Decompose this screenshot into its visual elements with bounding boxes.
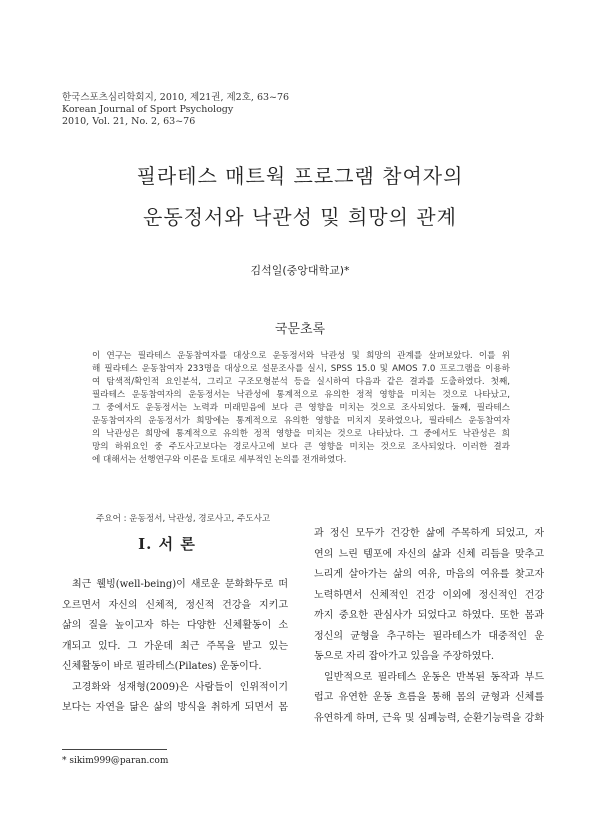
body-line: 럽고 유연한 운동 흐름을 통해 몸의 균형과 신체를 bbox=[314, 692, 544, 703]
body-line: 개되고 있다. 그 가운데 최근 주목을 받고 있는 bbox=[62, 640, 288, 652]
journal-line-volume: 2010, Vol. 21, No. 2, 63~76 bbox=[62, 116, 196, 127]
body-line: 연의 느린 템포에 자신의 삶과 신체 리듬을 맞추고 bbox=[314, 548, 544, 560]
body-line: 노력하면서 신체적인 건강 이외에 정신적인 건강 bbox=[314, 589, 544, 601]
abstract-line: 이 연구는 필라테스 운동참여자를 대상으로 운동정서와 낙관성 및 희망의 관계를 살펴보았다. 이를 위 bbox=[92, 351, 510, 361]
paper-title-line-1: 필라테스 매트웍 프로그램 참여자의 bbox=[136, 164, 464, 188]
keywords: 주요어 : 운동정서, 낙관성, 경로사고, 주도사고 bbox=[96, 514, 271, 524]
body-line: 고경화와 성재형(2009)은 사람들이 인위적이기 bbox=[72, 681, 288, 693]
author: 김석일(중앙대학교)* bbox=[250, 264, 350, 277]
right-column bbox=[314, 524, 544, 729]
abstract-body bbox=[92, 350, 510, 467]
footnote-divider bbox=[62, 749, 167, 750]
body-line: 삶의 질을 높이고자 하는 다양한 신체활동이 소 bbox=[62, 620, 288, 631]
body-line: 오르면서 자신의 신체적, 정신적 건강을 지키고 bbox=[62, 599, 288, 611]
body-line: 보다는 자연을 닮은 삶의 방식을 취하게 되면서 몸 bbox=[62, 702, 288, 713]
abstract-line: 운동참여자의 운동정서가 희망에는 통계적으로 유의한 영향을 미치지 못하였으나, 필라테스 운동참여자 bbox=[92, 416, 510, 426]
body-line: 일반적으로 필라테스 운동은 반복된 동작과 부드 bbox=[324, 671, 544, 683]
abstract-line: 그 중에서도 운동정서는 노력과 미래믿음에 보다 큰 영향을 미치는 것으로 조사되었다. 둘째, 필라테스 bbox=[92, 403, 510, 413]
body-line: 신체활동이 바로 필라테스(Pilates) 운동이다. bbox=[62, 661, 262, 672]
abstract-line: 필라테스 운동참여자의 운동정서는 낙관성에 통계적으로 유의한 정적 영향을 미치는 것으로 나타났고, bbox=[92, 390, 510, 400]
abstract-line: 해 필라테스 운동참여자 233명을 대상으로 설문조사를 실시, SPSS 15.0 및 AMOS 7.0 프로그램을 이용하 bbox=[92, 364, 510, 374]
footnote-email[interactable]: * sikim999@paran.com bbox=[62, 756, 169, 766]
paper-title-line-2: 운동정서와 낙관성 및 희망의 관계 bbox=[143, 205, 457, 229]
body-line: 유연하게 하며, 근육 및 심폐능력, 순환기능력을 강화 bbox=[314, 712, 544, 724]
abstract-line: 에 대해서는 선행연구와 이론을 토대로 세부적인 논의를 전개하였다. bbox=[92, 455, 347, 465]
body-line: 까지 중요한 관심사가 되었다고 하였다. 또한 몸과 bbox=[314, 610, 544, 621]
abstract-line: 망의 하위요인 중 주도사고보다는 경로사고에 보다 큰 영향을 미치는 것으로 조사되었다. 이러한 결과 bbox=[92, 442, 510, 452]
body-line: 동으로 자리 잡아가고 있음을 주장하였다. bbox=[314, 651, 495, 662]
body-line: 과 정신 모두가 건강한 삶에 주목하게 되었고, 자 bbox=[314, 528, 544, 539]
journal-line-english: Korean Journal of Sport Psychology bbox=[62, 104, 234, 115]
body-line: 정신의 균형을 추구하는 필라테스가 대중적인 운 bbox=[314, 630, 544, 642]
body-line: 최근 웰빙(well-being)이 새로운 문화화두로 떠 bbox=[72, 579, 288, 590]
abstract-line: 여 탐색적/확인적 요인분석, 그리고 구조모형분석 등을 실시하여 다음과 같은 결과를 도출하였다. 첫째, bbox=[92, 377, 510, 387]
abstract-line: 의 낙관성은 희망에 통계적으로 유의한 정적 영향을 미치는 것으로 나타났다. 그 중에서도 낙관성은 희 bbox=[92, 429, 510, 439]
journal-line-korean: 한국스포츠심리학회지, 2010, 제21권, 제2호, 63~76 bbox=[62, 92, 290, 103]
left-column bbox=[62, 575, 288, 719]
abstract-heading: 국문초록 bbox=[274, 322, 326, 337]
body-line: 느리게 살아가는 삶의 여유, 마음의 여유를 찾고자 bbox=[314, 569, 544, 580]
journal-citation bbox=[62, 92, 289, 128]
section-heading-introduction: I. 서 론 bbox=[138, 535, 196, 553]
